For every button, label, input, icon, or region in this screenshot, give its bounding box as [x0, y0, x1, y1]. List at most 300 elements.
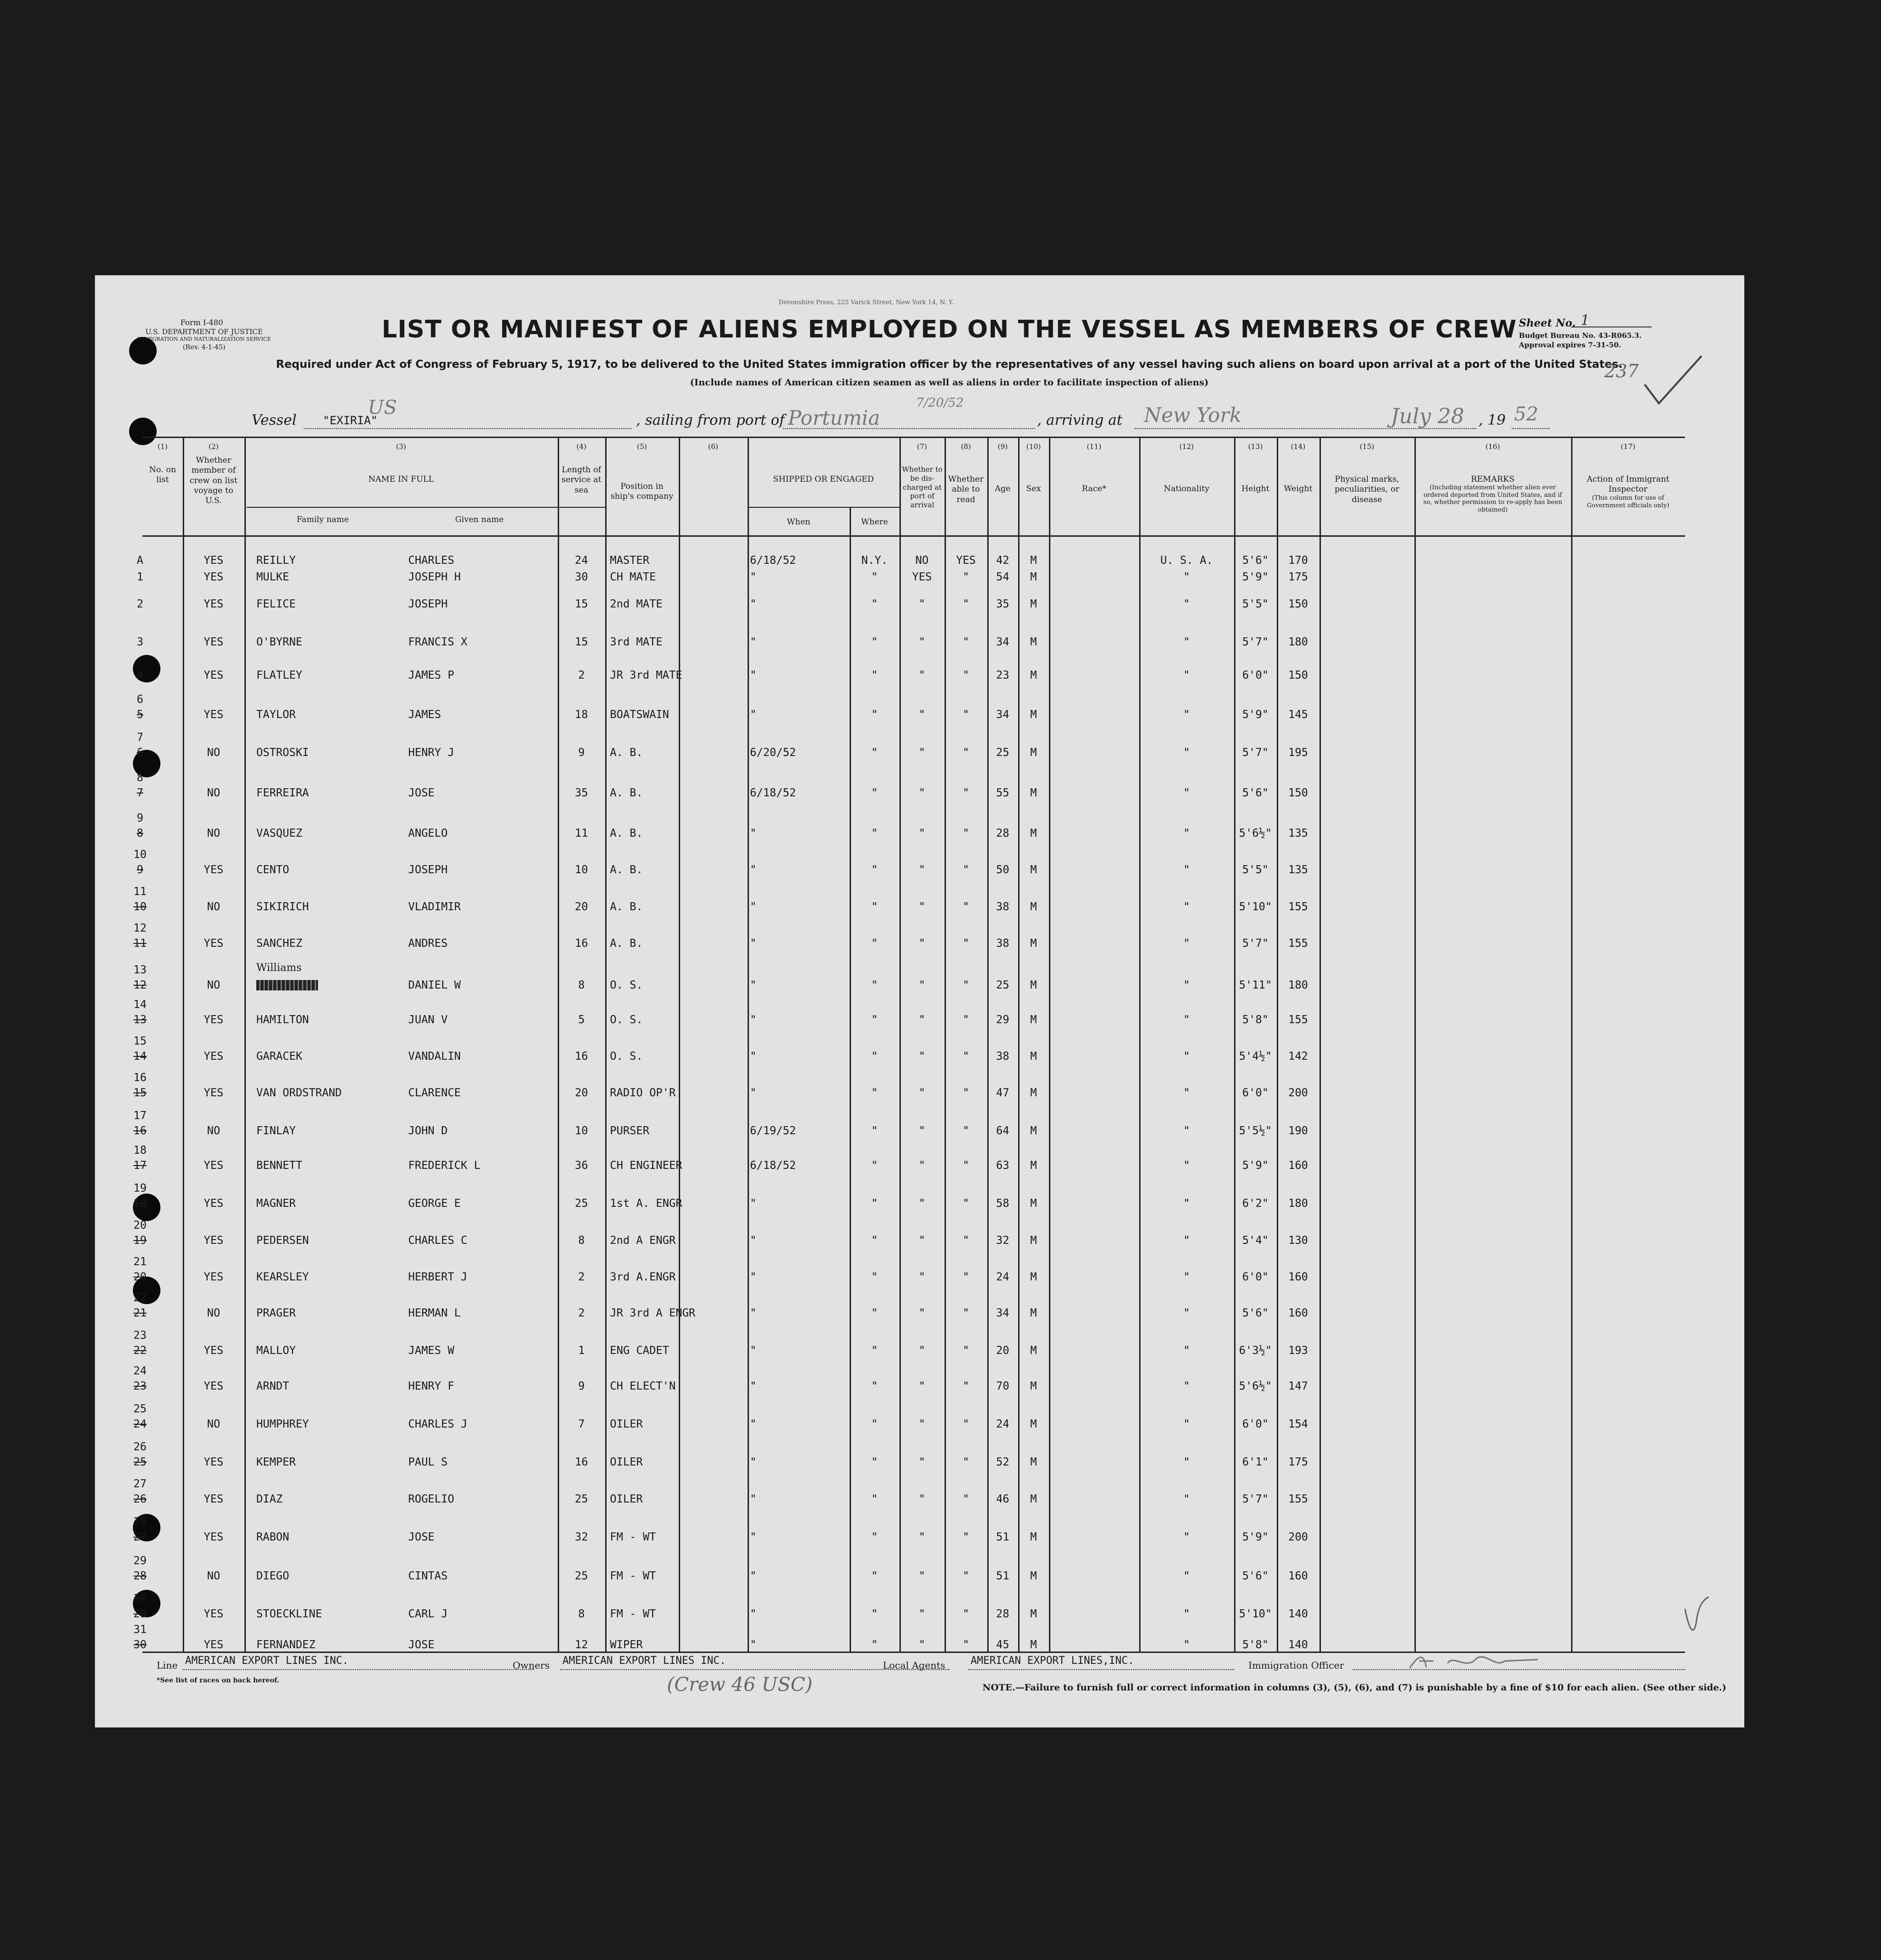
table-row [95, 774, 1744, 802]
cell-read: " [963, 1344, 969, 1357]
service: IMMIGRATION AND NATURALIZATION SERVICE [137, 336, 271, 342]
cell-where: " [871, 1531, 878, 1543]
struck-out-name [256, 980, 318, 990]
cell-service: 2 [578, 669, 585, 681]
cell-where: " [871, 1493, 878, 1505]
cell-discharged: " [918, 1014, 926, 1026]
cell-service: 25 [575, 1493, 588, 1505]
cell-weight: 155 [1288, 1493, 1308, 1505]
cell-service: 5 [578, 1014, 585, 1026]
cell-given: JOSEPH H [408, 571, 461, 583]
cell-family: HAMILTON [256, 1014, 309, 1026]
row-old-number: 20 [133, 1271, 147, 1283]
row-number: 31 [133, 1624, 147, 1636]
row-old-number: 25 [133, 1456, 147, 1468]
cell-where: " [871, 571, 878, 583]
cell-where: " [871, 864, 878, 876]
cell-family: RABON [256, 1531, 290, 1543]
row-number: 18 [133, 1144, 147, 1157]
cell-nationality: " [1183, 709, 1190, 721]
cell-given: JOSEPH [408, 598, 448, 610]
cell-when: 6/18/52 [750, 554, 796, 567]
cell-where: " [871, 1307, 878, 1319]
cell-position: MASTER [610, 554, 650, 567]
cell-sex: M [1030, 979, 1037, 991]
cell-weight: 195 [1288, 747, 1308, 759]
cell-sex: M [1030, 1344, 1037, 1357]
cell-age: 55 [996, 787, 1010, 799]
cell-family: FELICE [256, 598, 296, 610]
cell-service: 25 [575, 1570, 588, 1582]
cell-read: " [963, 1493, 969, 1505]
cell-family: ARNDT [256, 1380, 290, 1392]
table-row [95, 1184, 1744, 1213]
cell-family: DIAZ [256, 1493, 283, 1505]
cell-crew: NO [207, 827, 220, 840]
cell-sex: M [1030, 1570, 1037, 1582]
cell-sex: M [1030, 747, 1037, 759]
cell-where: " [871, 979, 878, 991]
row-old-number: 19 [133, 1234, 147, 1247]
cell-read: " [963, 1531, 969, 1543]
table-row [95, 814, 1744, 842]
cell-age: 46 [996, 1493, 1010, 1505]
cell-given: JAMES [408, 709, 441, 721]
col-age: Age [994, 484, 1011, 494]
col-action-of-inspector: Action of Immigrant Inspector [1587, 475, 1669, 495]
cell-given: JOSE [408, 1531, 435, 1543]
cell-given: VLADIMIR [408, 901, 461, 913]
cell-read: " [963, 709, 969, 721]
cell-crew: YES [204, 1493, 224, 1505]
cell-nationality: " [1183, 937, 1190, 950]
row-number: 12 [133, 922, 147, 934]
row-number: 27 [133, 1478, 147, 1490]
local-agents-label: Local Agents [883, 1660, 945, 1671]
cell-service: 10 [575, 1125, 588, 1137]
table-row [95, 1111, 1744, 1140]
cell-height: 5'10" [1239, 1608, 1272, 1620]
row-old-number: 5 [137, 709, 143, 721]
cell-read: " [963, 1234, 969, 1247]
cell-sex: M [1030, 1271, 1037, 1283]
cell-crew: YES [204, 1531, 224, 1543]
cell-nationality: " [1183, 1456, 1190, 1468]
vessel-name: "EXIRIA" [323, 414, 378, 427]
cell-service: 16 [575, 1456, 588, 1468]
cell-where: " [871, 1014, 878, 1026]
cell-position: O. S. [610, 979, 643, 991]
cell-where: " [871, 747, 878, 759]
cell-weight: 130 [1288, 1234, 1308, 1247]
cell-weight: 193 [1288, 1344, 1308, 1357]
cell-weight: 180 [1288, 1197, 1308, 1210]
col-where: Where [861, 517, 888, 527]
cell-position: O. S. [610, 1050, 643, 1063]
cell-nationality: " [1183, 747, 1190, 759]
cell-position: CH ELECT'N [610, 1380, 676, 1392]
table-row [95, 1073, 1744, 1102]
cell-family: FERREIRA [256, 787, 309, 799]
cell-age: 24 [996, 1271, 1010, 1283]
cell-sex: M [1030, 1050, 1037, 1063]
cell-read: " [963, 598, 969, 610]
cell-sex: M [1030, 1639, 1037, 1651]
page-title: LIST OR MANIFEST OF ALIENS EMPLOYED ON THE VESSEL AS MEMBERS OF CREW [382, 316, 1517, 344]
cell-position: A. B. [610, 827, 643, 840]
cell-sex: M [1030, 554, 1037, 567]
cell-position: PURSER [610, 1125, 650, 1137]
cell-age: 34 [996, 1307, 1010, 1319]
cell-discharged: YES [912, 571, 932, 583]
cell-family: BENNETT [256, 1159, 302, 1172]
cell-discharged: " [918, 1050, 926, 1063]
cell-crew: YES [204, 864, 224, 876]
cell-read: " [963, 827, 969, 840]
line-label: Line [157, 1660, 178, 1671]
cell-discharged: " [918, 937, 926, 950]
sheet-label: Sheet No. [1519, 317, 1576, 329]
cell-where: " [871, 1159, 878, 1172]
owners-label: Owners [513, 1660, 550, 1671]
cell-position: RADIO OP'R [610, 1087, 676, 1099]
cell-given: GEORGE E [408, 1197, 461, 1210]
line-value: AMERICAN EXPORT LINES INC. [185, 1655, 349, 1667]
form-id: Form I-480 [180, 318, 224, 327]
cell-read: " [963, 1307, 969, 1319]
cell-crew: NO [207, 787, 220, 799]
cell-crew: YES [204, 1087, 224, 1099]
cell-position: OILER [610, 1418, 643, 1430]
crew-note: (Crew 46 USC) [667, 1674, 813, 1696]
cell-discharged: " [918, 1493, 926, 1505]
subtitle: Required under Act of Congress of February 5, 1917, to be delivered to the United States immigration officer by the representatives of any vessel having such aliens on board upon arrival at a port of the United States. [276, 358, 1623, 371]
cell-given: CLARENCE [408, 1087, 461, 1099]
cell-weight: 150 [1288, 787, 1308, 799]
cell-age: 23 [996, 669, 1010, 681]
cell-sex: M [1030, 669, 1037, 681]
cell-crew: NO [207, 1570, 220, 1582]
row-old-number: 10 [133, 901, 147, 913]
row-old-number: 30 [133, 1639, 147, 1651]
table-row [95, 1367, 1744, 1395]
cell-nationality: " [1183, 1493, 1190, 1505]
cell-age: 28 [996, 827, 1010, 840]
row-number: 21 [133, 1256, 147, 1268]
cell-nationality: " [1183, 1234, 1190, 1247]
cell-crew: YES [204, 598, 224, 610]
cell-sex: M [1030, 1493, 1037, 1505]
cell-service: 20 [575, 1087, 588, 1099]
manifest-footer [95, 1654, 1744, 1725]
cell-sex: M [1030, 1307, 1037, 1319]
cell-nationality: " [1183, 1271, 1190, 1283]
cell-discharged: " [918, 827, 926, 840]
cell-when: " [750, 598, 757, 610]
table-row [95, 1331, 1744, 1360]
cell-height: 5'7" [1242, 636, 1269, 648]
cell-nationality: " [1183, 979, 1190, 991]
row-number: 11 [133, 886, 147, 898]
cell-weight: 155 [1288, 901, 1308, 913]
cell-crew: YES [204, 1344, 224, 1357]
cell-age: 38 [996, 1050, 1010, 1063]
cell-height: 5'7" [1242, 937, 1269, 950]
table-row [95, 1000, 1744, 1029]
cell-given: CINTAS [408, 1570, 448, 1582]
cell-family: VASQUEZ [256, 827, 302, 840]
cell-height: 6'2" [1242, 1197, 1269, 1210]
cell-given: HENRY F [408, 1380, 454, 1392]
cell-when: " [750, 1570, 757, 1582]
cell-crew: YES [204, 937, 224, 950]
cell-weight: 140 [1288, 1639, 1308, 1651]
cell-read: " [963, 1014, 969, 1026]
cell-read: " [963, 1087, 969, 1099]
cell-when: " [750, 669, 757, 681]
cell-read: " [963, 979, 969, 991]
cell-service: 15 [575, 598, 588, 610]
cell-sex: M [1030, 1087, 1037, 1099]
cell-given: JUAN V [408, 1014, 448, 1026]
cell-discharged: " [918, 1087, 926, 1099]
cell-weight: 160 [1288, 1159, 1308, 1172]
cell-crew: YES [204, 669, 224, 681]
cell-nationality: " [1183, 571, 1190, 583]
cell-sex: M [1030, 1608, 1037, 1620]
local-agents-value: AMERICAN EXPORT LINES,INC. [971, 1655, 1134, 1667]
table-row [95, 623, 1744, 651]
cell-discharged: " [918, 709, 926, 721]
cell-nationality: " [1183, 1531, 1190, 1543]
cell-when: " [750, 979, 757, 991]
row-old-number: 11 [133, 937, 147, 950]
cell-when: " [750, 636, 757, 648]
checkmark-icon [1640, 351, 1706, 408]
cell-read: " [963, 1159, 969, 1172]
cell-crew: NO [207, 901, 220, 913]
row-old-number: 27 [133, 1531, 147, 1543]
cell-read: " [963, 1456, 969, 1468]
cell-family: STOECKLINE [256, 1608, 322, 1620]
cell-nationality: " [1183, 1087, 1190, 1099]
cell-family: PEDERSEN [256, 1234, 309, 1247]
cell-weight: 190 [1288, 1125, 1308, 1137]
cell-position: FM - WT [610, 1531, 656, 1543]
cell-family: FINLAY [256, 1125, 296, 1137]
cell-discharged: " [918, 636, 926, 648]
sailing-port: Portumia [788, 406, 880, 429]
cell-when: " [750, 1608, 757, 1620]
row-number: 10 [133, 849, 147, 861]
row-old-number: 12 [133, 979, 147, 991]
cell-family: GARACEK [256, 1050, 302, 1063]
cell-nationality: " [1183, 1639, 1190, 1651]
cell-age: 34 [996, 636, 1010, 648]
cell-sex: M [1030, 571, 1037, 583]
cell-given: ANDRES [408, 937, 448, 950]
cell-weight: 200 [1288, 1531, 1308, 1543]
cell-weight: 155 [1288, 1014, 1308, 1026]
cell-family: O'BYRNE [256, 636, 302, 648]
cell-sex: M [1030, 1418, 1037, 1430]
cell-service: 36 [575, 1159, 588, 1172]
cell-nationality: " [1183, 787, 1190, 799]
table-row [95, 695, 1744, 724]
row-number: 6 [137, 693, 143, 706]
cell-service: 24 [575, 554, 588, 567]
cell-weight: 147 [1288, 1380, 1308, 1392]
cell-read: " [963, 571, 969, 583]
col-height: Height [1241, 484, 1270, 494]
row-number: 2 [137, 598, 143, 610]
cell-age: 47 [996, 1087, 1010, 1099]
cell-height: 5'11" [1239, 979, 1272, 991]
cell-crew: NO [207, 1125, 220, 1137]
cell-read: " [963, 669, 969, 681]
cell-when: " [750, 901, 757, 913]
cell-sex: M [1030, 787, 1037, 799]
cell-height: 5'5" [1242, 864, 1269, 876]
cell-when: " [750, 571, 757, 583]
cell-read: " [963, 1380, 969, 1392]
row-old-number: 18 [133, 1197, 147, 1210]
cell-when: 6/18/52 [750, 1159, 796, 1172]
cell-crew: YES [204, 1608, 224, 1620]
cell-position: A. B. [610, 747, 643, 759]
cell-where: " [871, 1456, 878, 1468]
cell-where: " [871, 937, 878, 950]
cell-height: 5'9" [1242, 571, 1269, 583]
cell-sex: M [1030, 598, 1037, 610]
cell-nationality: " [1183, 598, 1190, 610]
cell-height: 5'6" [1242, 554, 1269, 567]
cell-height: 5'6" [1242, 787, 1269, 799]
col-race: Race* [1082, 484, 1106, 494]
cell-weight: 160 [1288, 1271, 1308, 1283]
cell-where: " [871, 827, 878, 840]
row-number: 9 [137, 812, 143, 824]
col-name-in-full: NAME IN FULL [368, 475, 434, 484]
row-old-number: 9 [137, 864, 143, 876]
cell-where: " [871, 1271, 878, 1283]
cell-where: " [871, 1380, 878, 1392]
cell-read: " [963, 1197, 969, 1210]
remarks-note: (Including statement whether alien ever ordered deported from United States, and if so, whether permission to re-apply has been obtained) [1423, 484, 1563, 513]
row-old-number: 14 [133, 1050, 147, 1063]
cell-age: 28 [996, 1608, 1010, 1620]
cell-height: 5'8" [1242, 1639, 1269, 1651]
revision: (Rev. 4-1-45) [183, 344, 225, 351]
cell-nationality: " [1183, 636, 1190, 648]
col-given-name: Given name [455, 515, 504, 524]
cell-where: " [871, 1087, 878, 1099]
cell-weight: 175 [1288, 571, 1308, 583]
cell-discharged: NO [915, 554, 929, 567]
cell-height: 5'9" [1242, 1159, 1269, 1172]
cell-sex: M [1030, 937, 1037, 950]
sailing-label: , sailing from port of [636, 412, 785, 429]
cell-sex: M [1030, 901, 1037, 913]
cell-sex: M [1030, 1125, 1037, 1137]
cell-height: 6'0" [1242, 1271, 1269, 1283]
cell-crew: NO [207, 1418, 220, 1430]
cell-position: CH ENGINEER [610, 1159, 683, 1172]
cell-crew: YES [204, 1456, 224, 1468]
row-number: 3 [137, 636, 143, 648]
initials-mark [1675, 1595, 1713, 1642]
cell-weight: 200 [1288, 1087, 1308, 1099]
cell-service: 1 [578, 1344, 585, 1357]
row-number: 15 [133, 1035, 147, 1047]
cell-discharged: " [918, 901, 926, 913]
table-row [95, 1221, 1744, 1250]
col-family-name: Family name [296, 515, 349, 524]
cell-discharged: " [918, 1608, 926, 1620]
cell-age: 50 [996, 864, 1010, 876]
cell-where: " [871, 1418, 878, 1430]
year-suffix: 52 [1514, 403, 1538, 425]
cell-sex: M [1030, 1234, 1037, 1247]
inspector-note: (This column for use of Government officials only) [1587, 495, 1669, 509]
row-number: 20 [133, 1219, 147, 1232]
cell-discharged: " [918, 747, 926, 759]
row-old-number: 16 [133, 1125, 147, 1137]
cell-height: 5'9" [1242, 709, 1269, 721]
cell-service: 30 [575, 571, 588, 583]
cell-weight: 175 [1288, 1456, 1308, 1468]
table-row [95, 1518, 1744, 1546]
cell-where: " [871, 901, 878, 913]
printer: Devonshire Press, 225 Varick Street, New York 14, N. Y. [778, 299, 954, 306]
cell-height: 5'6½" [1239, 1380, 1272, 1392]
cell-read: " [963, 636, 969, 648]
col-discharged: Whether to be dis-charged at port of arrival [902, 465, 943, 509]
cell-position: FM - WT [610, 1608, 656, 1620]
cell-height: 5'7" [1242, 747, 1269, 759]
col-able-to-read: Whether able to read [948, 475, 984, 504]
cell-crew: YES [204, 1159, 224, 1172]
cell-where: " [871, 1050, 878, 1063]
cell-family: DIEGO [256, 1570, 290, 1582]
cell-service: 2 [578, 1307, 585, 1319]
cell-age: 35 [996, 598, 1010, 610]
cell-crew: YES [204, 554, 224, 567]
cell-weight: 150 [1288, 598, 1308, 610]
cell-where: " [871, 787, 878, 799]
row-number: 4 [137, 669, 143, 681]
cell-crew: YES [204, 1014, 224, 1026]
cell-when: " [750, 1234, 757, 1247]
cell-weight: 135 [1288, 864, 1308, 876]
cell-discharged: " [918, 1125, 926, 1137]
table-row [95, 1557, 1744, 1585]
cell-service: 10 [575, 864, 588, 876]
cell-service: 18 [575, 709, 588, 721]
cell-position: A. B. [610, 787, 643, 799]
cell-read: YES [956, 554, 976, 567]
cell-height: 6'0" [1242, 1418, 1269, 1430]
cell-crew: NO [207, 1307, 220, 1319]
cell-position: A. B. [610, 864, 643, 876]
cell-family: FERNANDEZ [256, 1639, 316, 1651]
col-weight: Weight [1283, 484, 1313, 494]
cell-where: " [871, 1197, 878, 1210]
table-row [95, 1480, 1744, 1508]
cell-read: " [963, 1418, 969, 1430]
row-number: 28 [133, 1516, 147, 1528]
cell-age: 51 [996, 1531, 1010, 1543]
